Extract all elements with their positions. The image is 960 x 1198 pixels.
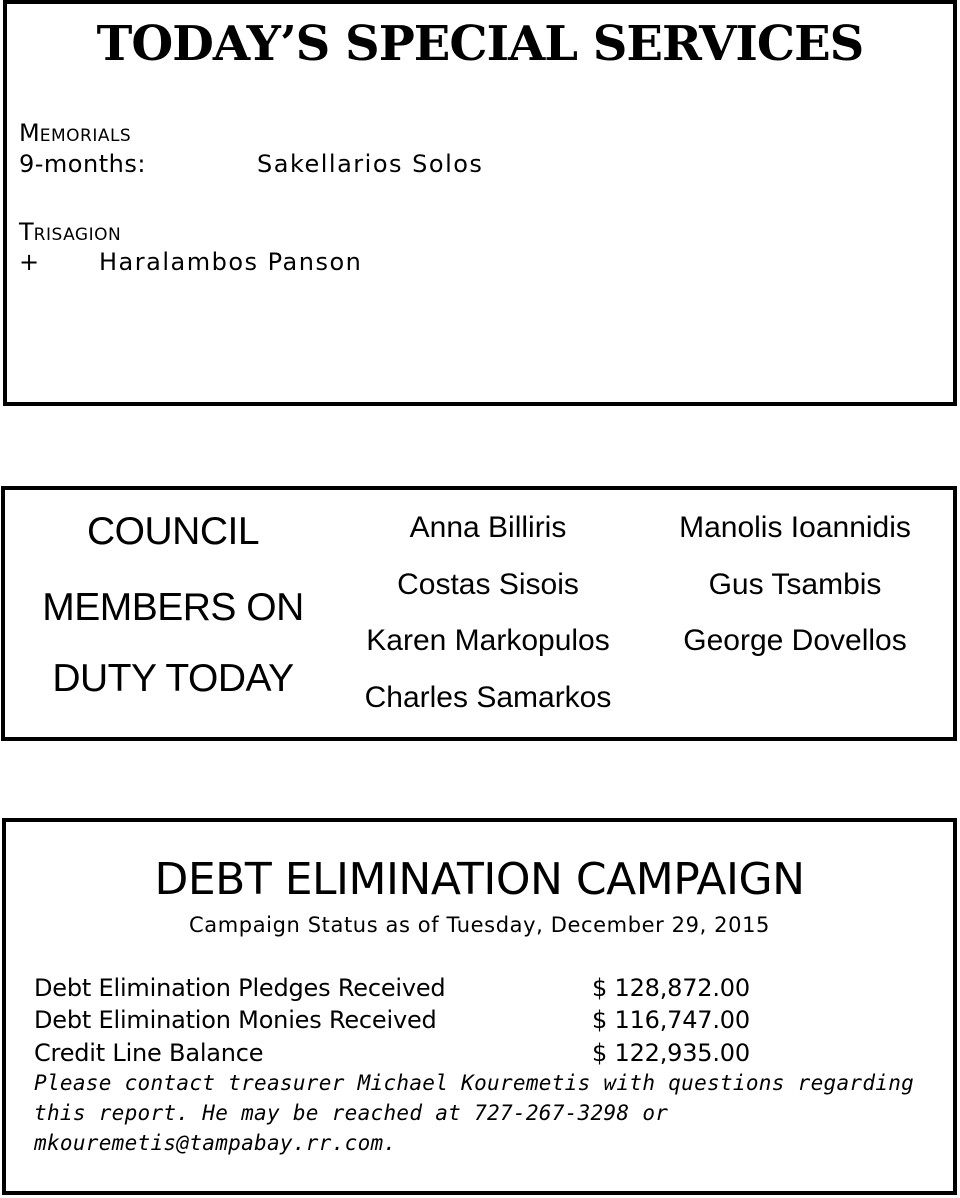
debt-figure-amount: $ 116,747.00 bbox=[592, 1006, 750, 1034]
debt-figure-label: Debt Elimination Pledges Received bbox=[34, 974, 446, 1002]
council-member-name: Charles Samarkos bbox=[364, 681, 612, 714]
council-member-name: George Dovellos bbox=[683, 624, 907, 657]
memorial-name: Sakellarios Solos bbox=[257, 150, 484, 178]
memorials-heading bbox=[19, 119, 131, 150]
council-member-name: Manolis Ioannidis bbox=[679, 511, 911, 544]
debt-figure-label: Debt Elimination Monies Received bbox=[34, 1006, 437, 1034]
council-member-name: Karen Markopulos bbox=[366, 624, 610, 657]
council-member-name: Anna Billiris bbox=[409, 511, 567, 544]
debt-figure-amount: $ 122,935.00 bbox=[592, 1039, 750, 1067]
memorials-heading-initial: M bbox=[19, 119, 40, 147]
debt-campaign-box bbox=[2, 818, 957, 1195]
special-services-title: TODAY’S SPECIAL SERVICES bbox=[96, 16, 864, 72]
trisagion-heading bbox=[19, 218, 121, 249]
campaign-status-date: Campaign Status as of Tuesday, December 29, 2015 bbox=[188, 913, 770, 937]
trisagion-name: Haralambos Panson bbox=[99, 248, 363, 276]
special-services-box bbox=[3, 0, 957, 406]
memorials-heading-rest: EMORIALS bbox=[39, 126, 132, 146]
debt-figure-row bbox=[34, 972, 750, 1004]
debt-campaign-title: DEBT ELIMINATION CAMPAIGN bbox=[154, 854, 805, 905]
debt-figure-label: Credit Line Balance bbox=[34, 1039, 264, 1067]
treasurer-contact-note: Please contact treasurer Michael Kouremetis with questions regarding this report. He may be reached at 727-267-3298 or mkouremetis@tampabay.rr.com. bbox=[34, 1071, 915, 1155]
council-title-line: COUNCIL bbox=[86, 510, 260, 553]
trisagion-cross-mark: + bbox=[19, 248, 41, 276]
debt-figure-row bbox=[34, 1037, 750, 1069]
trisagion-entry bbox=[19, 247, 362, 277]
council-member-name: Gus Tsambis bbox=[708, 568, 882, 601]
memorial-entry bbox=[19, 149, 483, 179]
council-title-line: MEMBERS ON bbox=[42, 586, 304, 629]
council-member-name: Costas Sisois bbox=[397, 568, 579, 601]
debt-figure-amount: $ 128,872.00 bbox=[592, 974, 750, 1002]
trisagion-heading-initial: T bbox=[19, 218, 34, 246]
trisagion-heading-rest: RISAGION bbox=[33, 225, 122, 245]
debt-figure-row bbox=[34, 1004, 750, 1036]
council-box bbox=[1, 486, 957, 741]
memorial-period-label: 9-months: bbox=[19, 150, 146, 178]
council-title-line: DUTY TODAY bbox=[52, 657, 294, 700]
